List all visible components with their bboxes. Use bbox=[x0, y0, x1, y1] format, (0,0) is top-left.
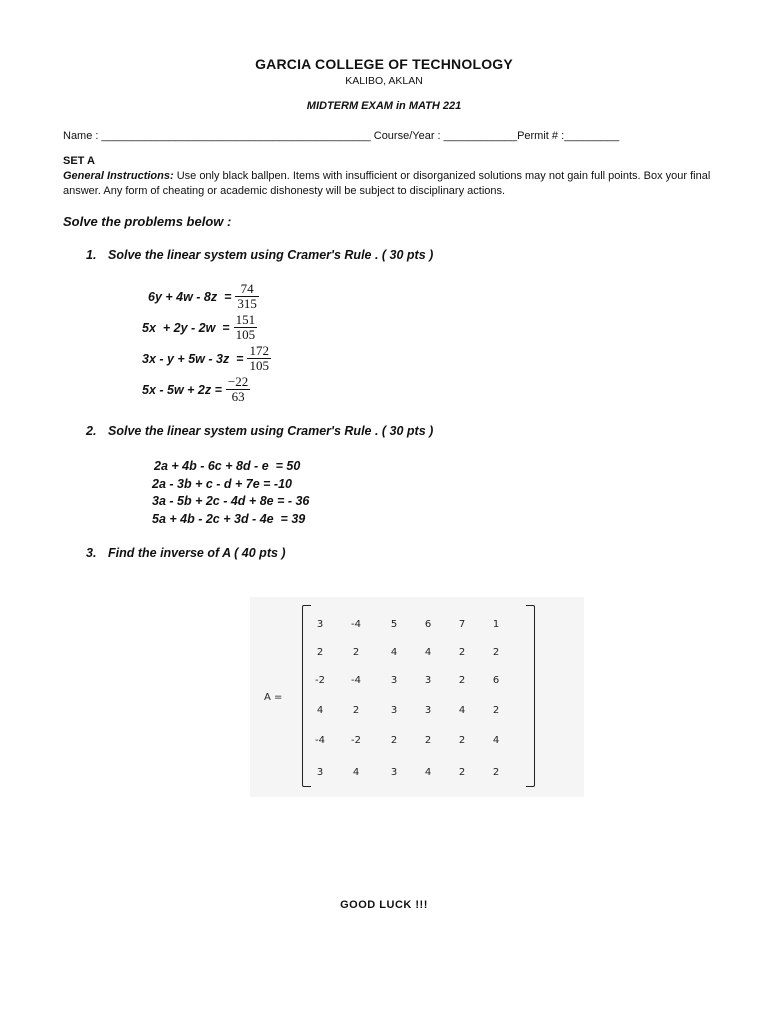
problem-text: Solve the linear system using Cramer's Rule . ( 30 pts ) bbox=[108, 248, 434, 262]
right-bracket bbox=[526, 605, 535, 787]
matrix-cell: -4 bbox=[315, 735, 325, 746]
matrix-cell: 2 bbox=[492, 705, 500, 716]
system1-equation-4 bbox=[142, 375, 250, 404]
matrix-cell: 3 bbox=[390, 705, 398, 716]
matrix-label: A = bbox=[264, 692, 283, 703]
system2-equation-2: 2a - 3b + c - d + 7e = -10 bbox=[152, 476, 293, 491]
denominator: 105 bbox=[235, 327, 256, 342]
matrix-cell: 6 bbox=[492, 675, 500, 686]
matrix-cell: 5 bbox=[390, 619, 398, 630]
matrix-cell: 2 bbox=[458, 647, 466, 658]
matrix-cell: 3 bbox=[390, 767, 398, 778]
matrix-cell: 4 bbox=[424, 647, 432, 658]
matrix-cell: 3 bbox=[316, 767, 324, 778]
matrix-cell: 4 bbox=[352, 767, 360, 778]
matrix-cell: 2 bbox=[352, 647, 360, 658]
instructions-label: General Instructions: bbox=[63, 170, 174, 182]
matrix-cell: 2 bbox=[390, 735, 398, 746]
problem-text: Find the inverse of A ( 40 pts ) bbox=[108, 546, 286, 560]
matrix-cell: 2 bbox=[492, 767, 500, 778]
college-name: GARCIA COLLEGE OF TECHNOLOGY bbox=[255, 56, 513, 72]
general-instructions bbox=[63, 169, 713, 199]
matrix-cell: -4 bbox=[351, 675, 361, 686]
matrix-cell: 2 bbox=[458, 767, 466, 778]
matrix-cell: 4 bbox=[316, 705, 324, 716]
numerator: 74 bbox=[240, 281, 254, 296]
matrix-cell: 4 bbox=[458, 705, 466, 716]
equation-lhs: 5x - 5w + 2z = bbox=[142, 382, 222, 397]
problem-number: 2. bbox=[86, 424, 97, 438]
problem-number: 3. bbox=[86, 546, 97, 560]
matrix-cell: 7 bbox=[458, 619, 466, 630]
matrix-cell: 3 bbox=[424, 675, 432, 686]
matrix-cell: 6 bbox=[424, 619, 432, 630]
numerator: −22 bbox=[227, 374, 249, 389]
problem-2 bbox=[86, 424, 433, 438]
matrix-cell: -2 bbox=[315, 675, 325, 686]
system2-equation-3: 3a - 5b + 2c - 4d + 8e = - 36 bbox=[152, 494, 310, 508]
matrix-cell: 2 bbox=[492, 647, 500, 658]
problem-text: Solve the linear system using Cramer's Rule . ( 30 pts ) bbox=[108, 424, 434, 438]
system2-equation-4: 5a + 4b - 2c + 3d - 4e = 39 bbox=[152, 511, 306, 526]
matrix-cell: 4 bbox=[390, 647, 398, 658]
numerator: 151 bbox=[235, 312, 256, 327]
matrix-cell: 3 bbox=[316, 619, 324, 630]
solve-heading: Solve the problems below : bbox=[63, 214, 232, 229]
set-label: SET A bbox=[63, 155, 95, 167]
good-luck-footer: GOOD LUCK !!! bbox=[340, 899, 428, 911]
fraction bbox=[226, 375, 250, 404]
equation-lhs: 5x + 2y - 2w = bbox=[142, 320, 230, 335]
student-info-line: Name : ____________________________________________ Course/Year : ____________Permit # :_________ bbox=[63, 130, 620, 142]
matrix-cell: 2 bbox=[458, 675, 466, 686]
denominator: 315 bbox=[237, 296, 257, 311]
system1-equation-1 bbox=[148, 282, 259, 311]
system1-equation-3 bbox=[142, 344, 271, 373]
college-location: KALIBO, AKLAN bbox=[345, 75, 423, 87]
fraction bbox=[234, 313, 258, 342]
denominator: 105 bbox=[249, 358, 269, 373]
numerator: 172 bbox=[249, 343, 269, 358]
problem-3 bbox=[86, 546, 286, 560]
equation-lhs: 6y + 4w - 8z = bbox=[148, 289, 232, 304]
matrix-cell: -4 bbox=[351, 619, 361, 630]
instructions-text: Use only black ballpen. Items with insufficient or disorganized solutions may not gain full points. Box your final answer. Any form of cheating or academic dishonesty will be subject to disciplinary actions. bbox=[63, 170, 711, 197]
matrix-cell: 1 bbox=[492, 619, 500, 630]
exam-title: MIDTERM EXAM in MATH 221 bbox=[306, 100, 462, 112]
system1-equation-2 bbox=[142, 313, 257, 342]
matrix-cell: -2 bbox=[351, 735, 361, 746]
denominator: 63 bbox=[231, 389, 245, 404]
matrix-cell: 3 bbox=[424, 705, 432, 716]
equation-lhs: 3x - y + 5w - 3z = bbox=[142, 351, 244, 366]
fraction bbox=[247, 344, 271, 373]
system2-equation-1: 2a + 4b - 6c + 8d - e = 50 bbox=[154, 459, 301, 473]
matrix-cell: 2 bbox=[458, 735, 466, 746]
matrix-cell: 4 bbox=[424, 767, 432, 778]
problem-number: 1. bbox=[86, 248, 97, 262]
matrix-cell: 4 bbox=[492, 735, 500, 746]
problem-1 bbox=[86, 248, 433, 262]
matrix-cell: 3 bbox=[390, 675, 398, 686]
matrix-a-image bbox=[250, 597, 584, 797]
left-bracket bbox=[302, 605, 311, 787]
matrix-cell: 2 bbox=[424, 735, 432, 746]
fraction bbox=[235, 282, 259, 311]
matrix-cell: 2 bbox=[352, 705, 360, 716]
matrix-cell: 2 bbox=[316, 647, 324, 658]
